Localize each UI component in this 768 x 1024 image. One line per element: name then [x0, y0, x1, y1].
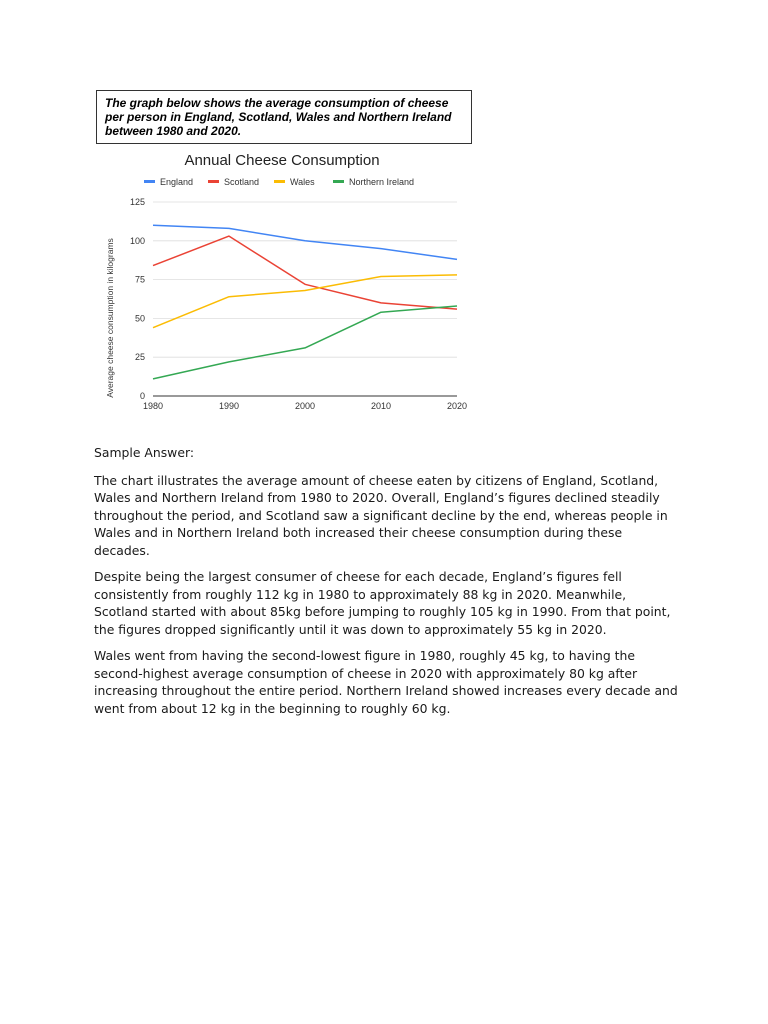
- y-tick-label: 0: [139, 391, 145, 401]
- answer-paragraph-2: Despite being the largest consumer of cheese for each decade, England’s figures fell consistently from roughly 112 kg in 1980 to approximately 88 kg in 2020. Meanwhile, Scotland started with about 85kg before jumping to roughly 105 kg in 1990. From that point, the figures dropped significantly until it was down to approximately 55 kg in 2020.: [94, 569, 671, 637]
- legend-swatch: [208, 180, 219, 183]
- task-prompt-box: [96, 90, 472, 144]
- y-tick-label: 75: [134, 274, 145, 285]
- series-line-wales: [153, 275, 457, 328]
- answer-paragraph-3: Wales went from having the second-lowest figure in 1980, roughly 45 kg, to having the second-highest average consumption of cheese in 2020 with approximately 80 kg after increasing throughout the entire period. Northern Ireland showed increases every decade and went from about 12 kg in the beginning to roughly 60 kg.: [94, 648, 678, 716]
- answer-paragraph-1: The chart illustrates the average amount of cheese eaten by citizens of England, Scotland, Wales and Northern Ireland from 1980 to 2020. Overall, England’s figures declined steadily throughout the period, and Scotland saw a significant decline by the end, whereas people in Wales and in Northern Ireland both increased their cheese consumption during these decades.: [94, 472, 668, 558]
- chart-grid: [153, 202, 457, 396]
- y-axis-label: Average cheese consumption in kilograms: [105, 238, 115, 398]
- y-tick-label: 100: [129, 235, 145, 246]
- series-line-england: [153, 225, 457, 259]
- legend-swatch: [144, 180, 155, 183]
- legend-swatch: [333, 180, 344, 183]
- x-tick-label: 2010: [370, 401, 392, 411]
- series-line-northern-ireland: [153, 306, 457, 379]
- x-tick-label: 2000: [294, 401, 316, 411]
- legend-label: England: [160, 177, 194, 187]
- sample-answer: [94, 444, 678, 726]
- x-axis-ticks: [143, 401, 467, 411]
- answer-label: Sample Answer:: [94, 445, 194, 460]
- y-tick-label: 125: [129, 197, 145, 207]
- x-tick-label: 1980: [142, 401, 164, 411]
- series-line-scotland: [153, 236, 457, 309]
- chart-lines: [153, 225, 457, 379]
- y-tick-label: 25: [134, 352, 145, 363]
- task-prompt-text: The graph below shows the average consumption of cheese per person in England, Scotland, Wales and Northern Ireland between 1980 and 2020.: [105, 96, 452, 138]
- x-tick-label: 1990: [218, 401, 240, 411]
- legend-label: Northern Ireland: [349, 177, 415, 187]
- line-chart: [96, 146, 476, 416]
- chart-title: Annual Cheese Consumption: [184, 152, 380, 169]
- chart-legend: [144, 177, 414, 187]
- y-axis-ticks: [130, 197, 145, 401]
- y-tick-label: 50: [134, 313, 145, 324]
- legend-label: Wales: [290, 177, 315, 187]
- x-tick-label: 2020: [446, 401, 468, 411]
- legend-swatch: [274, 180, 285, 183]
- legend-label: Scotland: [224, 177, 260, 187]
